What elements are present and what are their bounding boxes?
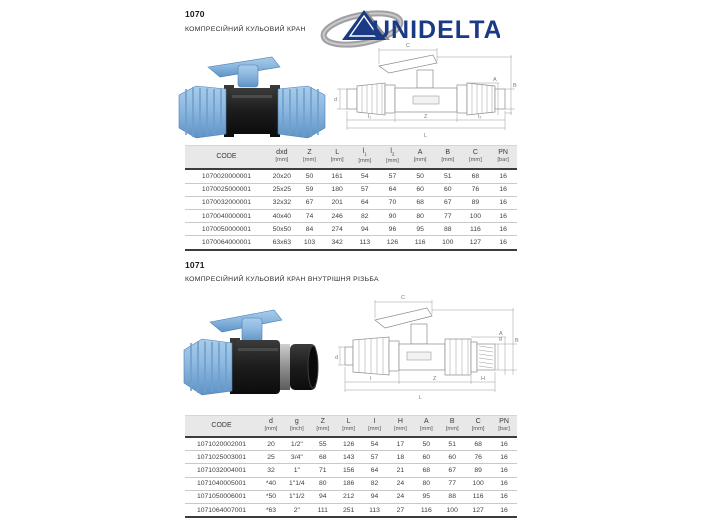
product-photo-1071 [182, 300, 328, 400]
table-cell: 50 [406, 169, 434, 183]
valve-handle-icon [210, 310, 282, 342]
table-cell: 76 [465, 451, 491, 464]
table-cell: 89 [462, 196, 490, 209]
table-cell: 1"1/2 [284, 490, 310, 503]
table-cell: 342 [323, 236, 351, 250]
table-cell: 82 [351, 209, 379, 222]
spec-table-1071 [185, 415, 517, 518]
valve-left-nut-icon [179, 86, 226, 138]
column-header: PN [bar] [489, 146, 517, 170]
column-header: CODE [185, 146, 268, 170]
table-cell: 100 [462, 209, 490, 222]
table-cell: 80 [413, 477, 439, 490]
table-cell: 80 [406, 209, 434, 222]
table-cell: 55 [310, 437, 336, 451]
table-row [185, 477, 517, 490]
spec-table-1070 [185, 145, 517, 251]
svg-text:Z: Z [424, 114, 428, 120]
table-cell: 63x63 [268, 236, 296, 250]
drawing-valve-outline [345, 308, 495, 375]
table-cell: 18 [387, 451, 413, 464]
table-cell: *63 [258, 503, 284, 517]
table-cell: 3/4" [284, 451, 310, 464]
column-header: dxd [mm] [268, 146, 296, 170]
column-header: C [mm] [465, 416, 491, 438]
table-cell: 16 [491, 490, 517, 503]
svg-text:g: g [499, 336, 503, 342]
technical-drawing-1071 [335, 292, 520, 412]
table-cell: 116 [462, 223, 490, 236]
table-cell: 180 [323, 183, 351, 196]
svg-text:l₁: l₁ [368, 114, 372, 120]
table-cell: 1"1/4 [284, 477, 310, 490]
table-cell: 16 [491, 451, 517, 464]
table-cell: 2" [284, 503, 310, 517]
table-cell: 68 [465, 437, 491, 451]
section2-title: КОМПРЕСІЙНИЙ КУЛЬОВИЙ КРАН ВНУТРІШНЯ РІЗЬБА [185, 276, 379, 283]
table-cell: 1070050000001 [185, 223, 268, 236]
product-photo-1070 [176, 55, 328, 140]
column-header: B [mm] [434, 146, 462, 170]
table-cell: 116 [465, 490, 491, 503]
table-cell: 113 [362, 503, 388, 517]
valve-body-icon [230, 338, 280, 394]
column-header: $l_1$ [mm] [351, 146, 379, 170]
svg-text:A: A [499, 331, 503, 337]
table-cell: 59 [296, 183, 324, 196]
table-cell: 64 [362, 464, 388, 477]
table-cell: 94 [310, 490, 336, 503]
table-cell: 274 [323, 223, 351, 236]
table-cell: 21 [387, 464, 413, 477]
table-cell: 94 [351, 223, 379, 236]
table-cell: 126 [379, 236, 407, 250]
table-row [185, 196, 517, 209]
table-cell: 100 [439, 503, 465, 517]
table-cell: 16 [491, 437, 517, 451]
valve-handle-icon [208, 57, 280, 87]
table-cell: 40x40 [268, 209, 296, 222]
table-cell: 161 [323, 169, 351, 183]
table-cell: 100 [434, 236, 462, 250]
table-cell: 90 [379, 209, 407, 222]
table-row [185, 169, 517, 183]
table-cell: 1070032000001 [185, 196, 268, 209]
table-cell: 1" [284, 464, 310, 477]
table-row [185, 464, 517, 477]
table-cell: 54 [351, 169, 379, 183]
table-cell: 16 [491, 464, 517, 477]
table-cell: 76 [462, 183, 490, 196]
table-cell: 16 [491, 503, 517, 517]
table-cell: 16 [489, 209, 517, 222]
table-cell: *40 [258, 477, 284, 490]
table-row [185, 503, 517, 517]
column-header: A [mm] [406, 146, 434, 170]
table-cell: 1070020000001 [185, 169, 268, 183]
table-cell: 68 [310, 451, 336, 464]
table-cell: 60 [413, 451, 439, 464]
table-cell: 16 [489, 236, 517, 250]
table-cell: 212 [336, 490, 362, 503]
svg-text:B: B [513, 83, 517, 89]
table-cell: 50 [413, 437, 439, 451]
table-cell: 24 [387, 490, 413, 503]
technical-drawing-1070 [333, 42, 518, 142]
table-cell: 113 [351, 236, 379, 250]
table-cell: 16 [491, 477, 517, 490]
column-header: Z [mm] [296, 146, 324, 170]
table-cell: 111 [310, 503, 336, 517]
table-cell: 1071040005001 [185, 477, 258, 490]
svg-text:L: L [419, 395, 423, 401]
table-cell: 67 [434, 196, 462, 209]
table-cell: 54 [362, 437, 388, 451]
table-cell: 68 [462, 169, 490, 183]
table-cell: 1071050006001 [185, 490, 258, 503]
table-cell: 32x32 [268, 196, 296, 209]
table-cell: 68 [413, 464, 439, 477]
table-cell: 127 [462, 236, 490, 250]
table-cell: 20 [258, 437, 284, 451]
table-cell: 16 [489, 196, 517, 209]
table-cell: 24 [387, 477, 413, 490]
table-cell: 70 [379, 196, 407, 209]
svg-text:L: L [424, 133, 428, 139]
table-cell: 51 [434, 169, 462, 183]
table-cell: 80 [310, 477, 336, 490]
section2-code: 1071 [185, 260, 205, 270]
svg-text:l₂: l₂ [478, 114, 482, 120]
table-cell: 100 [465, 477, 491, 490]
table-cell: 1/2" [284, 437, 310, 451]
table-row [185, 223, 517, 236]
table-row [185, 183, 517, 196]
table-cell: 1071032004001 [185, 464, 258, 477]
table-cell: 1070025000001 [185, 183, 268, 196]
logo-text: UNIDELTA [372, 16, 500, 44]
table-cell: 64 [351, 196, 379, 209]
table-cell: 1071020002001 [185, 437, 258, 451]
table-cell: 77 [439, 477, 465, 490]
table-cell: 77 [434, 209, 462, 222]
table-cell: 57 [362, 451, 388, 464]
svg-text:d: d [334, 97, 338, 103]
drawing-valve-outline [347, 55, 505, 115]
table-cell: 82 [362, 477, 388, 490]
table-cell: 201 [323, 196, 351, 209]
table-cell: 60 [406, 183, 434, 196]
table-cell: 103 [296, 236, 324, 250]
table-cell: 143 [336, 451, 362, 464]
table-row [185, 236, 517, 250]
table-cell: 51 [439, 437, 465, 451]
svg-text:I: I [370, 376, 372, 382]
table-cell: 71 [310, 464, 336, 477]
table-cell: 16 [489, 183, 517, 196]
table-cell: 60 [434, 183, 462, 196]
table-cell: 96 [379, 223, 407, 236]
table-cell: 27 [387, 503, 413, 517]
table-cell: 126 [336, 437, 362, 451]
svg-text:C: C [406, 43, 410, 49]
column-header: Z [mm] [310, 416, 336, 438]
column-header: I [mm] [362, 416, 388, 438]
table-row [185, 451, 517, 464]
table-cell: 186 [336, 477, 362, 490]
column-header: CODE [185, 416, 258, 438]
column-header: g [inch] [284, 416, 310, 438]
table-cell: 32 [258, 464, 284, 477]
table-cell: 127 [465, 503, 491, 517]
table-cell: 50 [296, 169, 324, 183]
svg-text:d: d [335, 355, 339, 361]
svg-text:Z: Z [433, 376, 437, 382]
table-cell: 57 [379, 169, 407, 183]
table-cell: 16 [489, 169, 517, 183]
table-cell: 25 [258, 451, 284, 464]
svg-text:C: C [401, 295, 405, 301]
table-cell: 116 [406, 236, 434, 250]
column-header: H [mm] [387, 416, 413, 438]
table-row [185, 437, 517, 451]
table-cell: 94 [362, 490, 388, 503]
table-cell: 251 [336, 503, 362, 517]
column-header: L [mm] [336, 416, 362, 438]
table-cell: 156 [336, 464, 362, 477]
table-row [185, 209, 517, 222]
svg-text:A: A [493, 77, 497, 83]
table-cell: 88 [434, 223, 462, 236]
table-cell: 67 [296, 196, 324, 209]
table-cell: 1070040000001 [185, 209, 268, 222]
table-cell: 1070064000001 [185, 236, 268, 250]
column-header: $l_2$ [mm] [379, 146, 407, 170]
table-row [185, 490, 517, 503]
table-cell: 88 [439, 490, 465, 503]
table-cell: 246 [323, 209, 351, 222]
table-cell: 68 [406, 196, 434, 209]
table-cell: 60 [439, 451, 465, 464]
table-cell: 57 [351, 183, 379, 196]
table-cell: 116 [413, 503, 439, 517]
table-cell: 25x25 [268, 183, 296, 196]
valve-body-icon [224, 85, 280, 137]
section1-title: КОМПРЕСІЙНИЙ КУЛЬОВИЙ КРАН [185, 26, 306, 33]
table-cell: 20x20 [268, 169, 296, 183]
svg-text:B: B [515, 338, 519, 344]
valve-threaded-end-icon [280, 344, 318, 390]
column-header: PN [bar] [491, 416, 517, 438]
table-cell: 50x50 [268, 223, 296, 236]
table-cell: 84 [296, 223, 324, 236]
column-header: d [mm] [258, 416, 284, 438]
valve-right-nut-icon [278, 86, 325, 138]
svg-text:H: H [481, 376, 485, 382]
column-header: B [mm] [439, 416, 465, 438]
table-cell: 1071064007001 [185, 503, 258, 517]
table-cell: *50 [258, 490, 284, 503]
table-cell: 17 [387, 437, 413, 451]
column-header: C [mm] [462, 146, 490, 170]
table-cell: 74 [296, 209, 324, 222]
table-cell: 89 [465, 464, 491, 477]
table-cell: 16 [489, 223, 517, 236]
table-cell: 95 [406, 223, 434, 236]
section1-code: 1070 [185, 9, 205, 19]
table-cell: 95 [413, 490, 439, 503]
table-cell: 1071025003001 [185, 451, 258, 464]
column-header: A [mm] [413, 416, 439, 438]
table-cell: 64 [379, 183, 407, 196]
table-cell: 67 [439, 464, 465, 477]
valve-left-nut-icon [184, 339, 232, 395]
column-header: L [mm] [323, 146, 351, 170]
